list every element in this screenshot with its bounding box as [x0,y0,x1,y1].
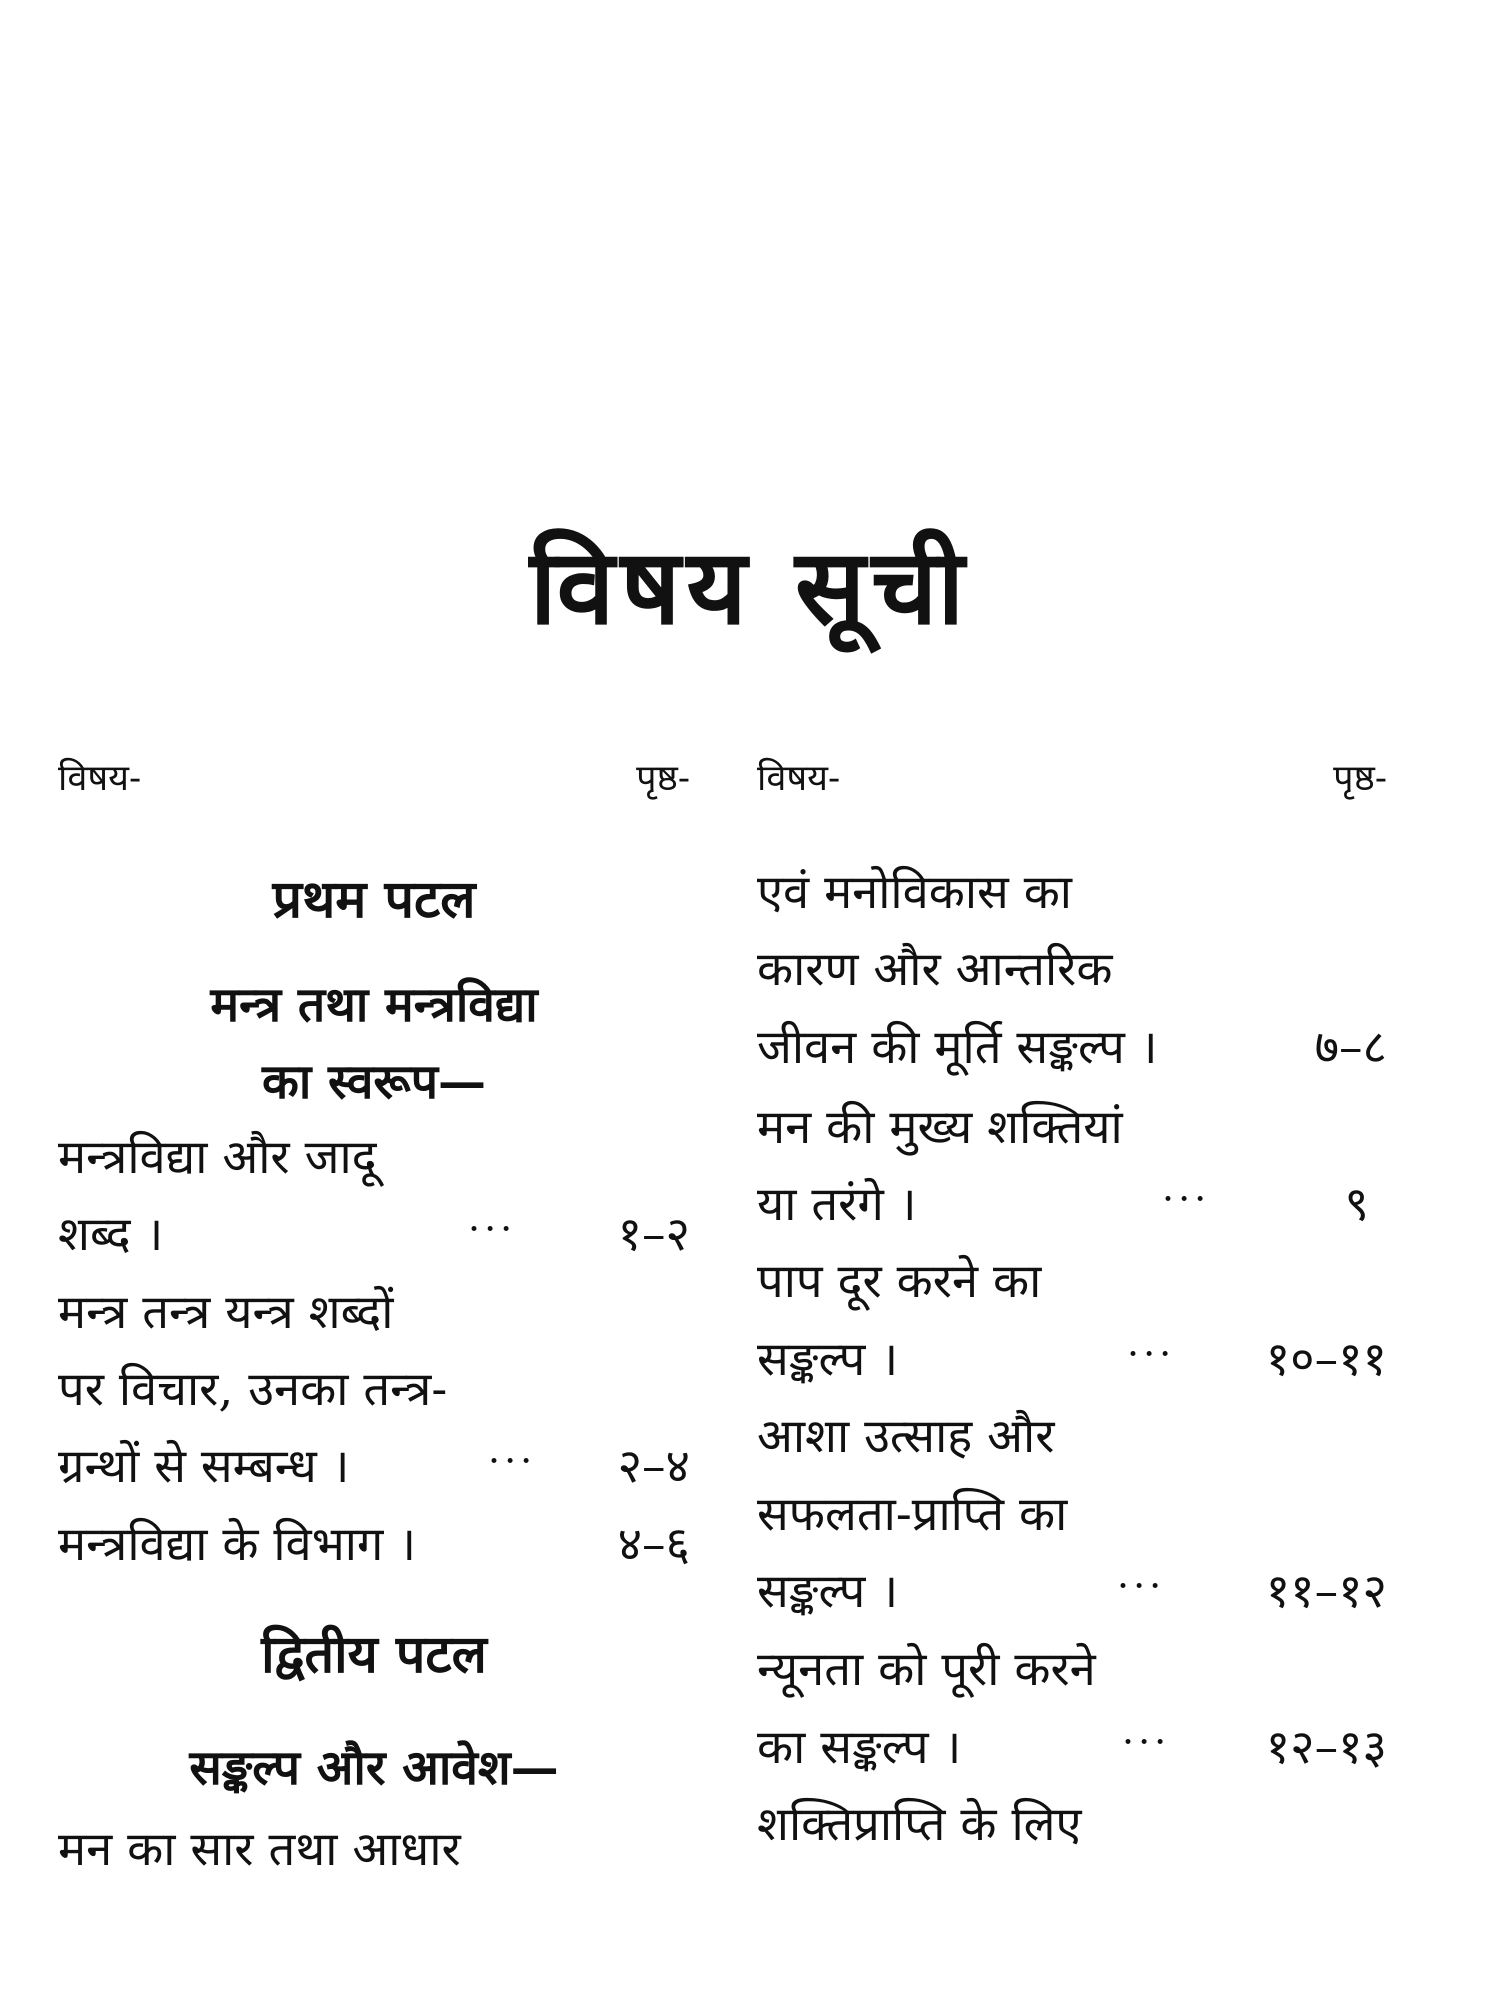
leader-dots: ··· [1122,1720,1171,1764]
toc-entry-line: जीवन की मूर्ति सङ्कल्प । ७–८ [757,1018,1387,1078]
leader-dots: ··· [1162,1177,1211,1221]
toc-entry-line: न्यूनता को पूरी करने [757,1642,1096,1697]
toc-entry-line: शक्तिप्राप्ति के लिए [757,1797,1082,1852]
column-header [757,752,1387,799]
leader-dots: ··· [1127,1332,1176,1376]
toc-entry-line: मन की मुख्य शक्तियां [757,1100,1123,1155]
page-header: पृष्ठ- [636,758,690,799]
page-number: ११–१२ [1265,1564,1387,1619]
page-number: २–४ [617,1439,690,1494]
toc-entry-line: कारण और आन्तरिक [757,942,1113,997]
toc-entry-line: या तरंगे । ··· ९ [757,1175,1387,1235]
toc-entry-line: पाप दूर करने का [757,1254,1042,1309]
column-header [58,752,690,799]
toc-entry-line: सङ्कल्प । ··· ११–१२ [757,1562,1387,1622]
toc-entry-line: मन का सार तथा आधार [58,1822,461,1877]
chapter-title: सङ्कल्प और आवेश— [189,1740,559,1796]
toc-entry-line: ग्रन्थों से सम्बन्ध । ··· २–४ [58,1437,690,1497]
section-heading: द्वितीय पटल [261,1624,487,1685]
page-number: ९ [1344,1177,1369,1232]
toc-entry-line: मन्त्र तन्त्र यन्त्र शब्दों [58,1285,394,1340]
toc-entry-line: सङ्कल्प । ··· १०–११ [757,1330,1387,1390]
toc-entry-line: का सङ्कल्प । ··· १२–१३ [757,1718,1387,1778]
page-title: विषय सूची [529,525,971,648]
chapter-title: मन्त्र तथा मन्त्रविद्या [210,977,538,1033]
topic-header: विषय- [58,758,142,799]
toc-entry-line: सफलता-प्राप्ति का [757,1487,1068,1542]
toc-entry-line: शब्द । ··· १–२ [58,1205,690,1265]
section-heading: प्रथम पटल [272,869,476,930]
leader-dots: ··· [488,1439,537,1483]
page-header: पृष्ठ- [1333,758,1387,799]
leader-dots: ··· [1117,1564,1166,1608]
toc-entry-line: आशा उत्साह और [757,1409,1055,1464]
page-number: ७–८ [1314,1020,1387,1075]
leader-dots: ··· [468,1207,517,1251]
page-number: ४–६ [617,1517,690,1572]
toc-entry-line: मन्त्रविद्या और जादू [58,1130,377,1185]
toc-entry-line: मन्त्रविद्या के विभाग । ४–६ [58,1515,690,1575]
toc-entry-line: पर विचार, उनका तन्त्र- [58,1362,448,1417]
toc-entry-line: एवं मनोविकास का [757,865,1072,920]
chapter-title: का स्वरूप— [262,1054,486,1110]
page-number: १–२ [617,1207,690,1262]
page-number: १०–११ [1265,1332,1387,1387]
topic-header: विषय- [757,758,841,799]
page-number: १२–१३ [1265,1720,1387,1775]
